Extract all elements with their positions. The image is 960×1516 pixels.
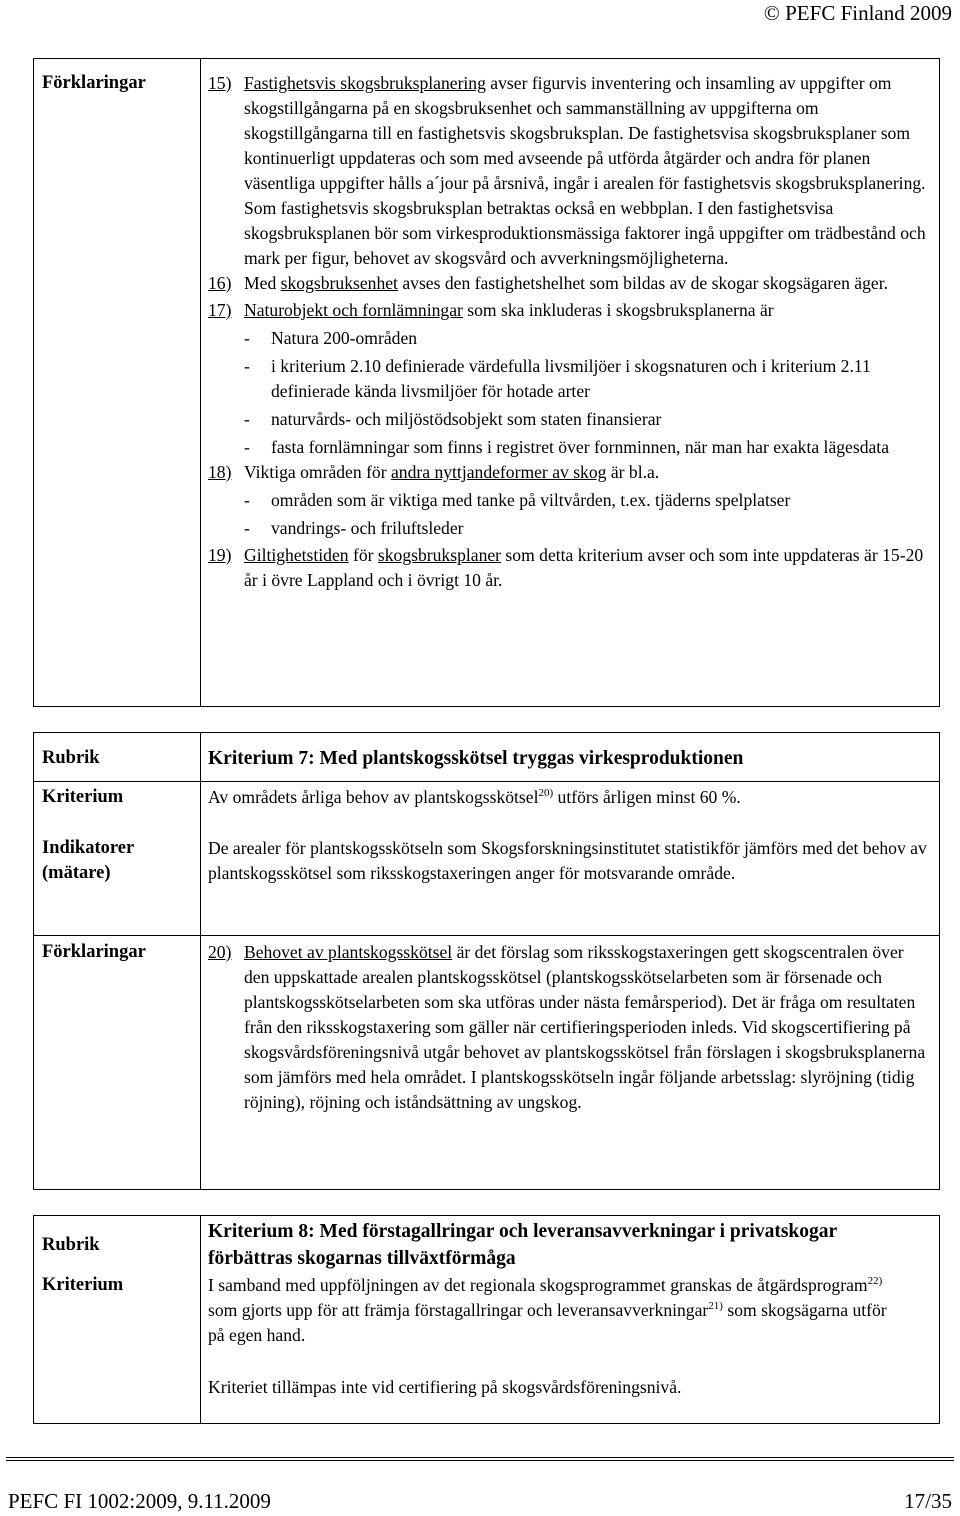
note-prefix: Med [244, 273, 281, 293]
page-number: 17/35 [904, 1489, 952, 1513]
footnote-ref: 21) [708, 1300, 723, 1313]
footer-rule [6, 1460, 954, 1461]
note-prefix: Viktiga områden för [244, 462, 391, 482]
kriterium-label: Kriterium [42, 1275, 124, 1295]
rubrik-label: Rubrik [42, 1235, 100, 1255]
note-17 [208, 298, 928, 323]
indikatorer-label: Indikatorer (mätare) [42, 838, 134, 883]
criterion-7-table [33, 732, 940, 1190]
indikatorer-text: De arealer för plantskogsskötseln som Skogsforskningsinstitutet statistikför jämförs med det behov av plantskogsskötsel som riksskogstaxeringen anger för motsvarande område. [208, 838, 927, 883]
column-divider [200, 733, 201, 1189]
footer-rule [6, 1457, 954, 1458]
criterion-7-heading: Kriterium 7: Med plantskogsskötsel tryggas virkesproduktionen [208, 748, 744, 769]
document-id: PEFC FI 1002:2009, 9.11.2009 [8, 1489, 271, 1513]
note-term: Giltighetstiden [244, 545, 349, 565]
note-text: avser figurvis inventering och insamling av uppgifter om skogstillgångarna på en skogsbruksenhet och sammanställning av uppgifterna om skogstillgångarna till en fastighetsvis skogsbruksplan. De fastighetsvisa skogsbruksplaner som kontinuerligt uppdateras och som med avseende på utförda åtgärder och andra för planen väsentliga uppgifter hålls a´jour på årsnivå, ingår i arealen för fastighetsvis skogsbruksplanering. Som fastighetsvis skogsbruksplan betraktas också en webbplan. I den fastighetsvisa skogsbruksplanen bör som virkesproduktionsmässiga faktorer ingå uppgifter om trädbestånd och mark per figur, behovet av skogsvård och avverkningsmöjligheterna. [244, 73, 926, 268]
note-text: som detta kriterium avser och som inte uppdateras är 15-20 år i övre Lappland och i övrigt 10 år. [244, 545, 924, 590]
note-20 [208, 940, 928, 1115]
explanations-body [208, 71, 928, 593]
note-term: skogsbruksenhet [280, 273, 398, 293]
criterion-8-heading: Kriterium 8: Med förstagallringar och leveransavverkningar i privatskogar förbättras skogarnas tillväxtförmåga [208, 1221, 837, 1269]
note-number: 15) [208, 73, 232, 93]
note-number: 19) [208, 545, 232, 565]
note-number: 18) [208, 462, 232, 482]
kriterium-note: Kriteriet tillämpas inte vid certifiering på skogsvårdsföreningsnivå. [208, 1377, 682, 1397]
note-17-bullet [208, 354, 928, 404]
note-text: är bl.a. [606, 462, 660, 482]
note-18-bullet [208, 488, 928, 513]
bullet-text: vandrings- och friluftsleder [271, 518, 464, 538]
bullet-dash: - [244, 409, 250, 429]
bullet-dash: - [244, 518, 250, 538]
bullet-dash: - [244, 490, 250, 510]
forklaringar-label: Förklaringar [42, 73, 146, 93]
note-16 [208, 271, 928, 296]
note-number: 16) [208, 273, 232, 293]
kriterium-text [208, 785, 928, 810]
note-number: 20) [208, 942, 232, 962]
bullet-text: fasta fornlämningar som finns i registret över fornminnen, när man har exakta lägesdata [271, 437, 890, 457]
footnote-ref: 20) [538, 787, 554, 800]
note-term: Naturobjekt och fornlämningar [244, 300, 463, 320]
bullet-text: i kriterium 2.10 definierade värdefulla livsmiljöer i skogsnaturen och i kriterium 2.11 definierade kända livsmiljöer för hotade arter [271, 356, 871, 401]
criterion-8-table [33, 1215, 940, 1424]
explanations-table [33, 58, 940, 707]
note-term-2: skogsbruksplaner [377, 545, 502, 565]
kriterium-text-part: I samband med uppföljningen av det regionala skogsprogrammet granskas de åtgärdsprogram [208, 1275, 868, 1295]
note-18-bullet [208, 516, 928, 541]
note-18 [208, 460, 928, 485]
note-17-bullet [208, 326, 928, 351]
footnote-ref: 22) [867, 1275, 883, 1288]
column-divider [200, 59, 201, 706]
kriterium-label: Kriterium [42, 787, 124, 807]
bullet-dash: - [244, 356, 250, 376]
note-text: avses den fastighetshelhet som bildas av de skogar skogsägaren äger. [397, 273, 888, 293]
rubrik-label: Rubrik [42, 748, 100, 768]
bullet-text: områden som är viktiga med tanke på viltvården, t.ex. tjäderns spelplatser [271, 490, 791, 510]
bullet-dash: - [244, 437, 250, 457]
forklaringar-label: Förklaringar [42, 942, 146, 962]
note-number: 17) [208, 300, 232, 320]
row-divider [34, 935, 939, 936]
note-text: som ska inkluderas i skogsbruksplanerna är [462, 300, 774, 320]
row-divider [34, 781, 939, 782]
note-17-bullet [208, 407, 928, 432]
kriterium-text-part: utförs årligen minst 60 %. [553, 787, 741, 807]
bullet-text: Natura 200-områden [271, 328, 418, 348]
kriterium-text-part: som gjorts upp för att främja förstagallringar och leveransavverkningar [208, 1300, 709, 1320]
copyright-header: © PEFC Finland 2009 [763, 1, 952, 25]
kriterium-text [208, 1273, 898, 1348]
bullet-dash: - [244, 328, 250, 348]
note-term: Fastighetsvis skogsbruksplanering [244, 73, 486, 93]
note-term: andra nyttjandeformer av skog [390, 462, 607, 482]
note-text: är det förslag som riksskogstaxeringen gett skogscentralen över den uppskattade arealen plantskogsskötsel (plantskogsskötselarbeten som är försenade och plantskogsskötselarbeten som ska utföras under nästa femårsperiod). Det är fråga om resultaten från den riksskogstaxering som gäller när certifieringsperioden inleds. Vid skogscertifiering på skogsvårdsföreningsnivå utgår behovet av plantskogsskötsel från förslagen i skogsbruksplanerna som jämförs med hela området. I plantskogsskötseln ingår följande arbetsslag: slyröjning (tidig röjning), röjning och iståndsättning av ungskog. [244, 942, 926, 1112]
explanations-body [208, 940, 928, 1115]
column-divider [200, 1216, 201, 1423]
note-term: Behovet av plantskogsskötsel [244, 942, 453, 962]
note-17-bullet [208, 435, 928, 460]
note-mid: för [348, 545, 378, 565]
note-15 [208, 71, 928, 271]
note-19 [208, 543, 928, 593]
kriterium-text-part: Av områdets årliga behov av plantskogsskötsel [208, 787, 539, 807]
kriterium-text-part: som skogsägarna utför på egen hand. [208, 1300, 887, 1345]
bullet-text: naturvårds- och miljöstödsobjekt som staten finansierar [271, 409, 662, 429]
